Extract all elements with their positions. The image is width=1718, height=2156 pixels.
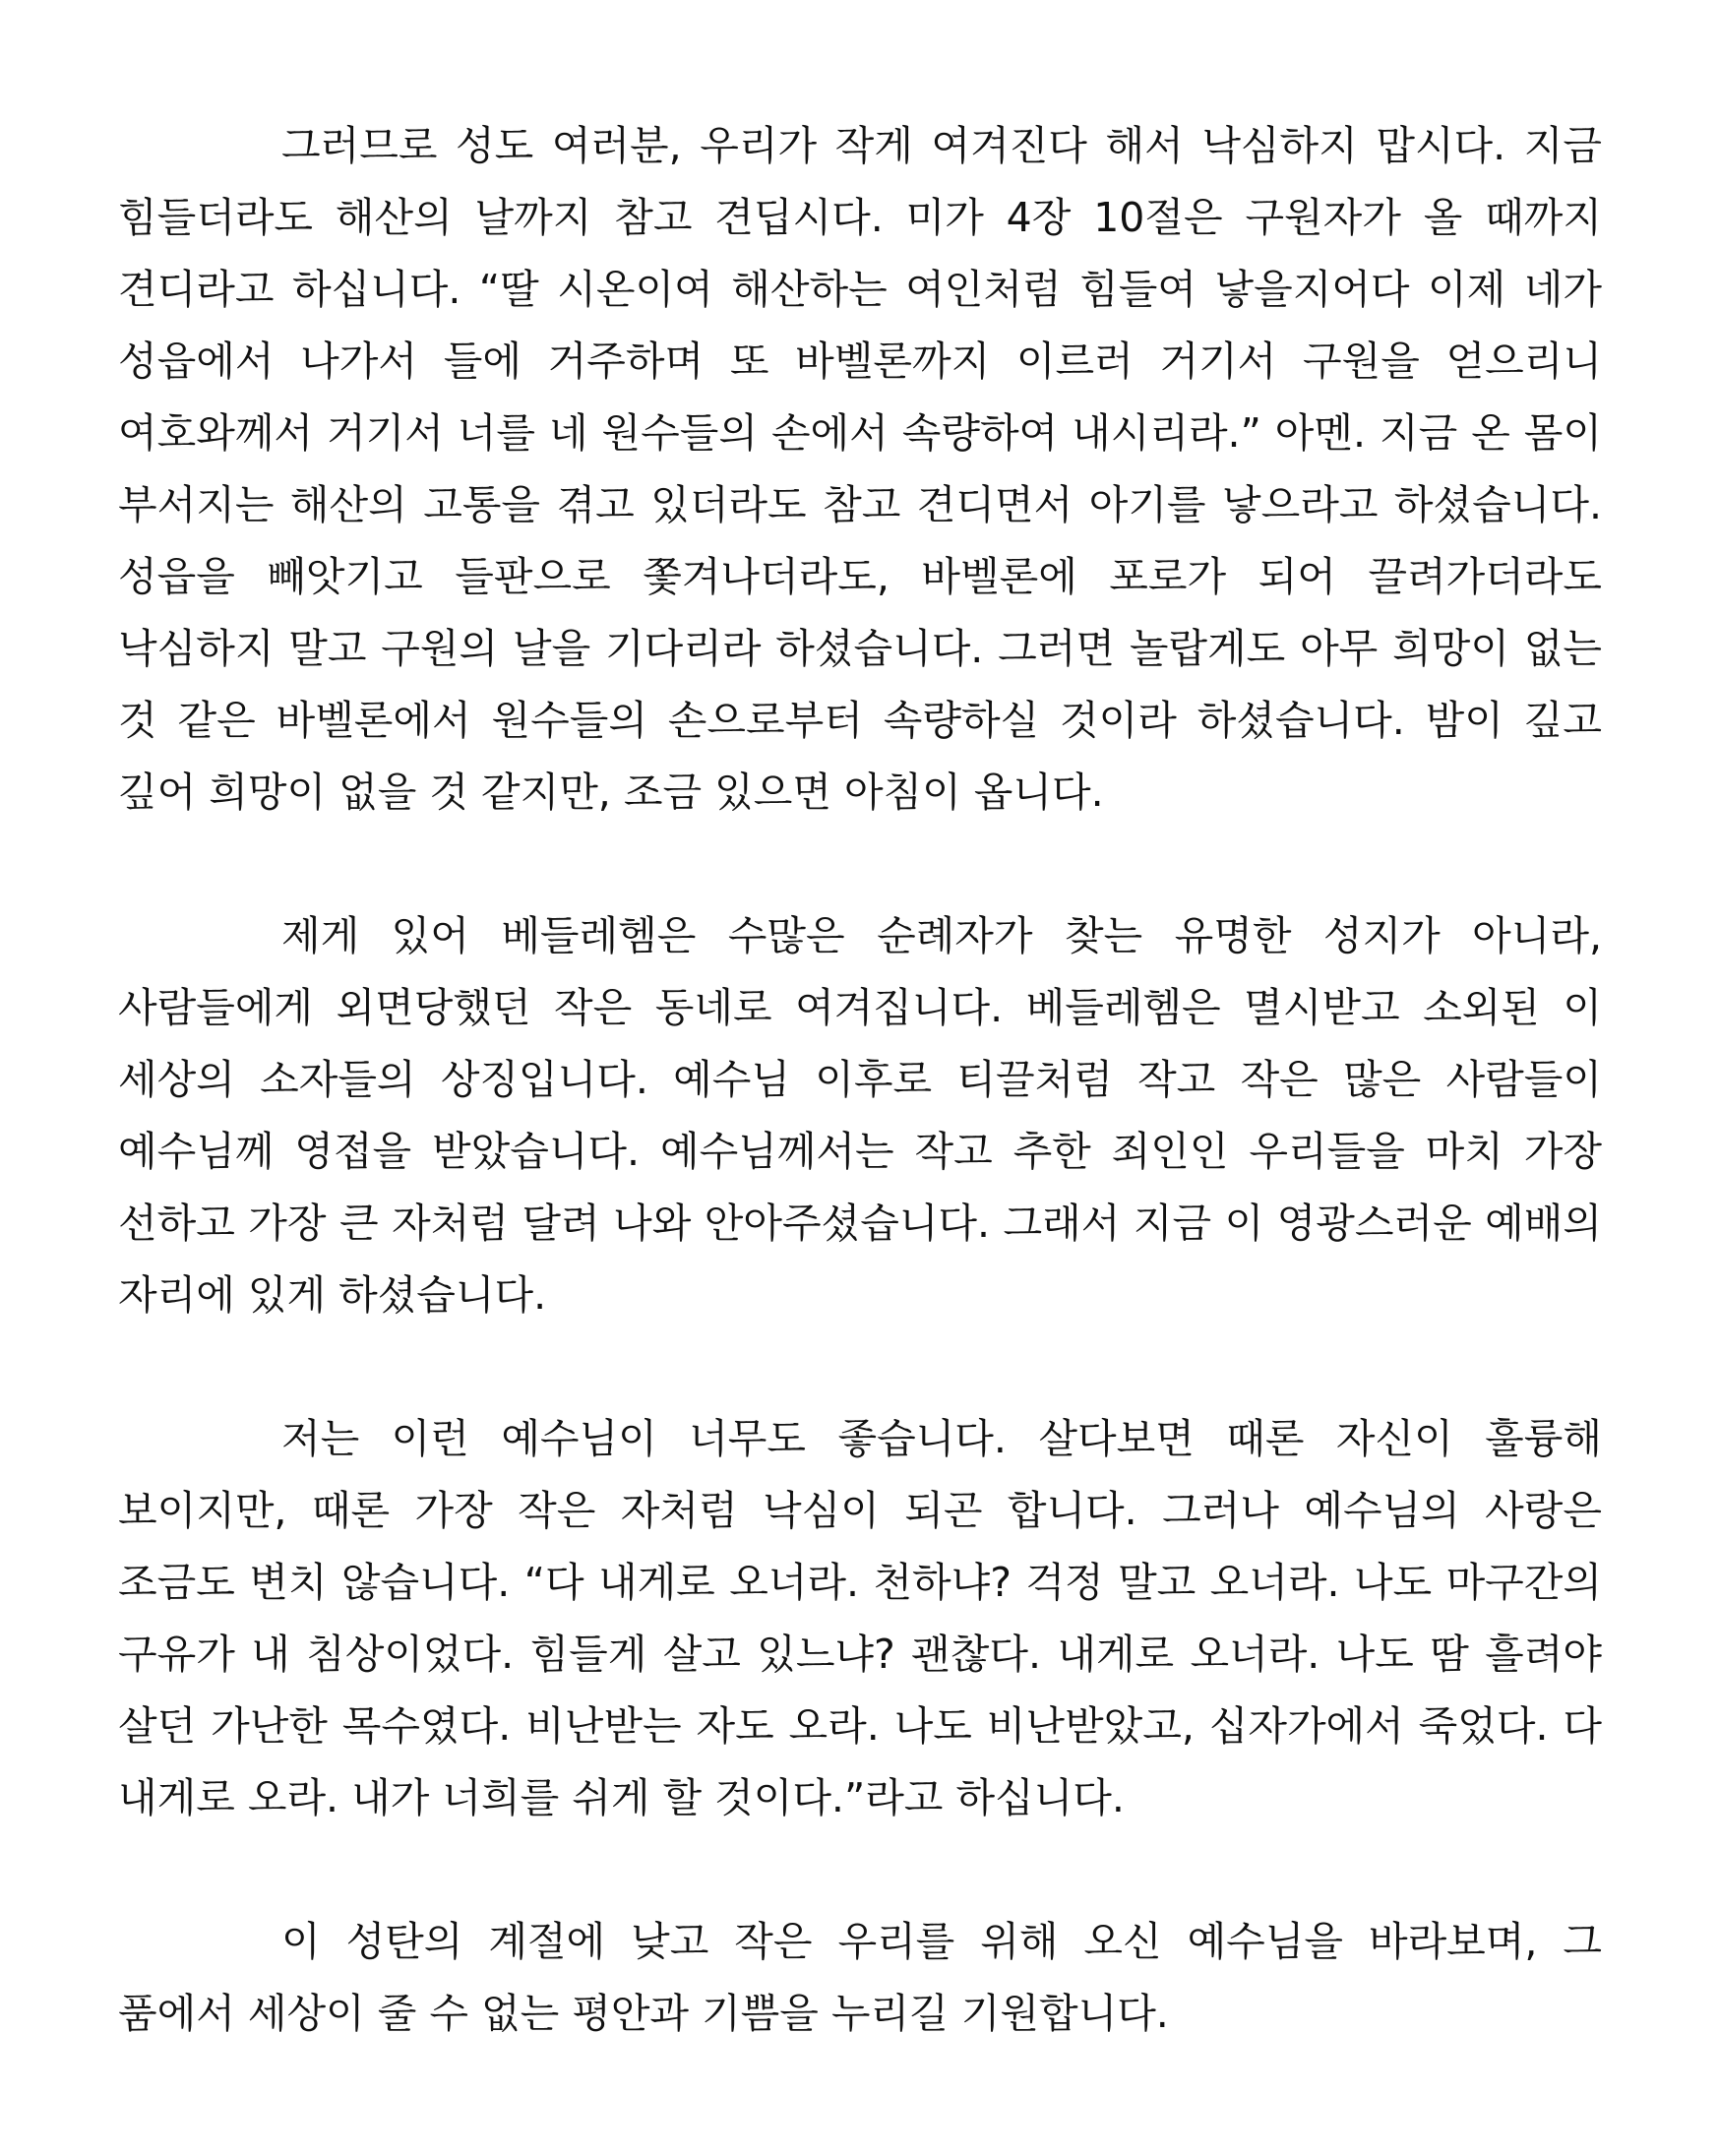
paragraph-2: 제게 있어 베들레헴은 수많은 순례자가 찾는 유명한 성지가 아니라, 사람들에게 외면당했던 작은 동네로 여겨집니다. 베들레헴은 멸시받고 소외된 이 세상의 소자들의 상징입니다. 예수님 이후로 티끌처럼 작고 작은 많은 사람들이 예수님께 영접을 받았습니다. 예수님께서는 작고 추한 죄인인 우리들을 마치 가장 선하고 가장 큰 자처럼 달려 나와 안아주셨습니다. 그래서 지금 이 영광스러운 예배의 자리에 있게 하셨습니다.	[118, 912, 1602, 1319]
paragraph-1: 그러므로 성도 여러분, 우리가 작게 여겨진다 해서 낙심하지 맙시다. 지금 힘들더라도 해산의 날까지 참고 견딥시다. 미가 4장 10절은 구원자가 올 때까지 견디라고 하십니다. “딸 시온이여 해산하는 여인처럼 힘들여 낳을지어다 이제 네가 성읍에서 나가서 들에 거주하며 또 바벨론까지 이르러 거기서 구원을 얻으리니 여호와께서 거기서 너를 네 원수들의 손에서 속량하여 내시리라.” 아멘. 지금 온 몸이 부서지는 해산의 고통을 겪고 있더라도 참고 견디면서 아기를 낳으라고 하셨습니다. 성읍을 빼앗기고 들판으로 쫓겨나더라도, 바벨론에 포로가 되어 끌려가더라도 낙심하지 말고 구원의 날을 기다리라 하셨습니다. 그러면 놀랍게도 아무 희망이 없는 것 같은 바벨론에서 원수들의 손으로부터 속량하실 것이라 하셨습니다. 밤이 깊고 깊어 희망이 없을 것 같지만, 조금 있으면 아침이 옵니다.	[118, 122, 1602, 816]
paragraph-4: 이 성탄의 계절에 낮고 작은 우리를 위해 오신 예수님을 바라보며, 그 품에서 세상이 줄 수 없는 평안과 기쁨을 누리길 기원합니다.	[118, 1918, 1602, 2037]
document-body	[118, 110, 1602, 2050]
paragraph-3: 저는 이런 예수님이 너무도 좋습니다. 살다보면 때론 자신이 훌륭해 보이지만, 때론 가장 작은 자처럼 낙심이 되곤 합니다. 그러나 예수님의 사랑은 조금도 변치 않습니다. “다 내게로 오너라. 천하냐? 걱정 말고 오너라. 나도 마구간의 구유가 내 침상이었다. 힘들게 살고 있느냐? 괜찮다. 내게로 오너라. 나도 땀 흘려야 살던 가난한 목수였다. 비난받는 자도 오라. 나도 비난받았고, 십자가에서 죽었다. 다 내게로 오라. 내가 너희를 쉬게 할 것이다.”라고 하십니다.	[118, 1415, 1602, 1821]
